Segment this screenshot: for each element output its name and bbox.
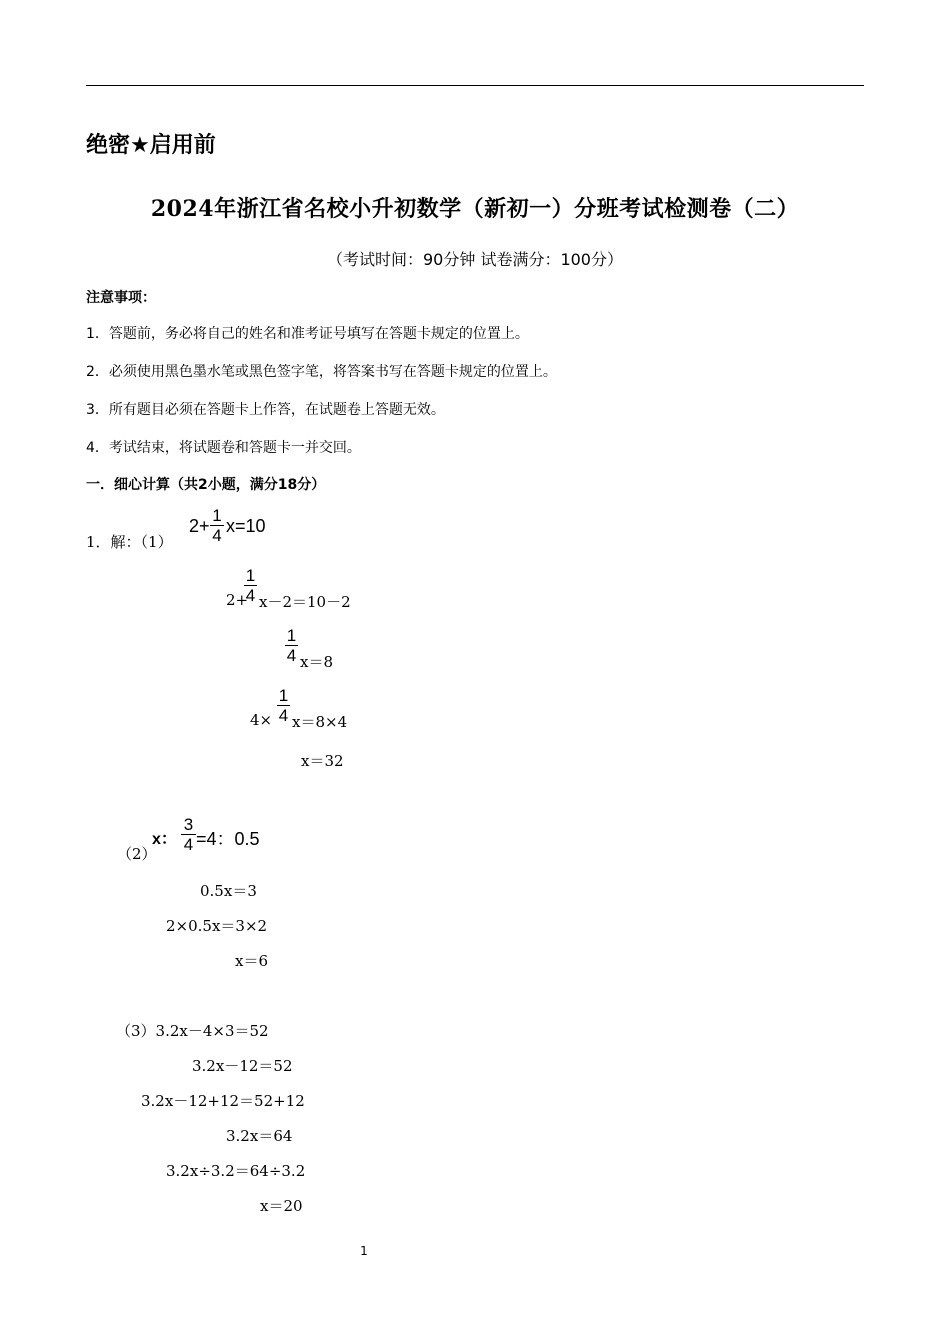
q1-equation-left: 2+ xyxy=(189,516,210,536)
q3-line: 3.2x－12＝52 xyxy=(192,1057,293,1075)
q1-step3-fraction: 1 4 xyxy=(278,686,289,725)
q1-step1-pre: 2+ xyxy=(226,591,249,609)
confidential-label: 绝密★启用前 xyxy=(86,133,216,158)
q3-line: （3）3.2x－4×3＝52 xyxy=(116,1022,269,1040)
notes-heading: 注意事项： xyxy=(86,290,156,306)
q1-step4: x＝32 xyxy=(301,752,344,770)
q2-step: 2×0.5x＝3×2 xyxy=(166,917,268,935)
q1-step3-pre: 4× xyxy=(250,711,273,729)
header-rule xyxy=(86,85,864,86)
note-item: 4．考试结束，将试题卷和答题卡一并交回。 xyxy=(86,440,361,456)
q1-label: 1．解：（1） xyxy=(86,533,173,551)
q1-equation-right: x=10 xyxy=(226,516,266,536)
q1-step3-post: x＝8×4 xyxy=(292,713,348,731)
q2-step: x＝6 xyxy=(235,952,269,970)
q2-equation-left: x： xyxy=(152,831,177,848)
q3-line: x＝20 xyxy=(260,1197,303,1215)
q3-line: 3.2x÷3.2＝64÷3.2 xyxy=(166,1162,306,1180)
q1-equation-fraction: 1 4 xyxy=(210,507,224,544)
q1-step2-fraction: 1 4 xyxy=(286,626,297,665)
note-item: 2．必须使用黑色墨水笔或黑色签字笔，将答案书写在答题卡规定的位置上。 xyxy=(86,364,557,380)
q2-step: 0.5x＝3 xyxy=(200,882,257,900)
note-item: 3．所有题目必须在答题卡上作答，在试题卷上答题无效。 xyxy=(86,402,445,418)
q1-step2-post: x＝8 xyxy=(300,653,334,671)
q3-line: 3.2x－12+12＝52+12 xyxy=(141,1092,305,1110)
page-number: 1 xyxy=(360,1244,368,1258)
q3-line: 3.2x＝64 xyxy=(226,1127,293,1145)
q1-step1-post: x－2＝10－2 xyxy=(259,593,351,611)
note-item: 1．答题前，务必将自己的姓名和准考证号填写在答题卡规定的位置上。 xyxy=(86,326,529,342)
q2-equation-right: =4：0.5 xyxy=(196,829,260,849)
q2-label: （2） xyxy=(117,845,157,863)
section-heading: 一．细心计算（共2小题，满分18分） xyxy=(86,477,326,493)
q2-equation-fraction: 3 4 xyxy=(181,816,196,853)
exam-subtitle: （考试时间：90分钟 试卷满分：100分） xyxy=(327,250,623,269)
q1-step1-fraction: 1 4 xyxy=(245,566,256,605)
exam-title: 2024年浙江省名校小升初数学（新初一）分班考试检测卷（二） xyxy=(150,196,800,222)
